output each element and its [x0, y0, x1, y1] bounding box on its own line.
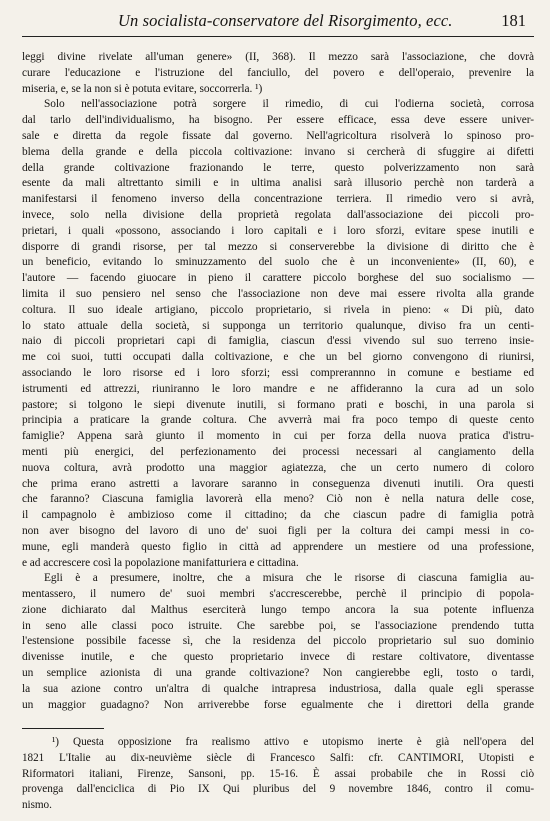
body-line: mune, egli manderà questo figlio in città ad apprendere un mestiere od una professione, [22, 540, 534, 553]
body-line: famiglie? Appena sarà giunto il momento in cui per forza della nuova pratica d'istru- [22, 430, 534, 443]
body-line: che faranno? Ciascuna famiglia lavorerà ella meno? Ciò non è nella natura delle cose, [22, 493, 534, 506]
body-line: mentassero, il numero de' suoi membri s'accrescerebbe, perchè il principio di popola- [22, 588, 534, 601]
body-line: un maggior guadagno? Non arriverebbe forse egualmente che i direttori della grande [22, 698, 534, 711]
body-line: Solo nell'associazione potrà sorgere il rimedio, di cui l'odierna società, corrosa [44, 98, 534, 111]
body-text [22, 50, 534, 713]
body-line: che prima erano astretti a lavorare saranno in conseguenza divenuti inutili. Ora questi [22, 477, 534, 490]
body-line: divenisse inutile, e che questo proprietario invece di restare coltivatore, diventasse [22, 651, 534, 664]
body-line: sale e diretta da regole fissate dal governo. Nell'agricoltura risolverà lo spinoso pro- [22, 129, 534, 142]
footnote-line: ¹) Questa opposizione fra realismo attivo e utopismo inerte è già nell'opera del [52, 736, 534, 748]
body-line: la sua azione contro un'altra di qualche intrapresa industriosa, dalla quale egli sperasse [22, 682, 534, 695]
body-line: leggi divine rivelate all'uman genere» (II, 368). Il mezzo sarà l'associazione, che dovrà [22, 51, 534, 63]
body-line: lo stato attuale della società, si supponga un territorio qualunque, diviso fra un centi- [22, 319, 534, 332]
body-line: dal tarlo dell'individualismo, ha bisogno. Per essere efficace, essa deve essere univer- [22, 114, 534, 127]
body-line: nuova coltura, avrà prodotto una maggior agiatezza, che un certo numero di coloro [22, 461, 534, 474]
running-header [22, 8, 534, 34]
body-line: esente da mali altrettanto simili e in ultima analisi sarà illusorio perchè non tarderà a [22, 177, 534, 190]
body-line: manifestarsi il fenomeno inverso della concentrazione terriera. Il rimedio vero si avrà, [22, 193, 534, 206]
body-line: l'autore — facendo giuocare in pieno il carattere piccolo borghese del suo socialismo — [22, 272, 534, 285]
footnote-line: provenga dall'enciclica di Pio IX Qui pluribus del 9 novembre 1846, contro il comu- [22, 783, 534, 796]
body-line: coltura. Il suo ideale artigiano, piccolo proprietario, si rivela in pieno: « Di più, dato [22, 303, 534, 316]
body-line: blema della grande e della piccola coltivazione: invano si cercherà di sfuggire ai difetti [22, 145, 534, 158]
body-line: naio di piccoli proprietari capi di famiglia, ciascun d'essi vivendo sul suo terreno insie- [22, 335, 534, 348]
body-line: associando le loro risorse ed i loro sforzi; essi comprerannno in comune e bestiame ed [22, 366, 534, 379]
footnotes [22, 735, 534, 814]
footnote-line: 1821 L'Italie au dix-neuvième siècle di Francesco Salfi: cfr. CANTIMORI, Utopisti e [22, 751, 534, 764]
body-line: della grande coltivazione frazionando le terre, questo polverizzamento non sarà [22, 161, 534, 174]
body-line: prietari, i quali «possono, associando i loro capitali e i loro sforzi, evitare spese inutili e [22, 224, 534, 237]
page-number: 181 [501, 11, 526, 30]
body-line: Egli è a presumere, inoltre, che a misura che le risorse di ciascuna famiglia au- [44, 572, 534, 585]
body-line: zione dichiarato dal Malthus eserciterà lungo tempo ancora la sua potente influenza [22, 603, 534, 616]
header-rule [22, 36, 534, 37]
body-line: in seno alle classi poco istruite. Che sarebbe poi, se l'associazione prendendo tutta [22, 619, 534, 632]
body-line: invece, solo nella divisione della proprietà regolata dall'associazione dei piccoli pro- [22, 208, 534, 221]
body-line: istrumenti ed attrezzi, riuniranno le loro mandre e ne affideranno la cura ad un solo [22, 382, 534, 395]
footnote-line: nismo. [22, 799, 52, 812]
footnote-line: Riformatori italiani, Firenze, Sansoni, pp. 15-16. È assai probabile che in Rossi ciò [22, 767, 534, 780]
body-line: l'estensione possibile facesse sì, che la residenza del piccolo proprietario sul suo dominio [22, 635, 534, 648]
body-line: menti più energici, del perfezionamento dei processi necessari al cangiamento della [22, 445, 534, 458]
body-line: limita il suo pensiero nel senso che l'associazione non deve mai essere rivolta alla grande [22, 287, 534, 300]
body-line: pastore; si tolgono le siepi divenute inutili, si formano prati e boschi, in una parola si [22, 398, 534, 411]
body-line: non aver bisogno del lavoro di uno de' suoi figli per la coltura dei campi messi in co- [22, 524, 534, 537]
body-line: me coi suoi, tutti occupati dalla coltivazione, e che un bel giorno convengono di riunirsi, [22, 351, 534, 364]
body-line: miseria, e, se la non si è potuta evitare, soccorrerla. ¹) [22, 82, 263, 95]
footnote-rule [22, 728, 104, 729]
body-line: principia a praticare la grande coltura. Che avverrà mai fra poco tempo di queste cento [22, 414, 534, 427]
body-line: disporre di grandi risorse, per tal mezzo si conserverebbe la divisione di diritto che è [22, 240, 534, 253]
body-line: un beneficio, evitando lo sminuzzamento del suolo che è un inconveniente» (II, 60), e [22, 256, 534, 269]
body-line: e ad accrescere così la popolazione manifatturiera e cittadina. [22, 556, 299, 569]
body-line: il campagnolo è ambizioso come il cittadino; da che ciascun padre di famiglia potrà [22, 509, 534, 522]
running-title: Un socialista-conservatore del Risorgimento, ecc. [118, 11, 453, 30]
body-line: un semplice azionista di una grande coltivazione? Non cangierebbe egli, tosto o tardi, [22, 667, 534, 680]
body-line: curare l'educazione e l'istruzione del fanciullo, del povero e dell'operaio, prevenire la [22, 66, 534, 79]
